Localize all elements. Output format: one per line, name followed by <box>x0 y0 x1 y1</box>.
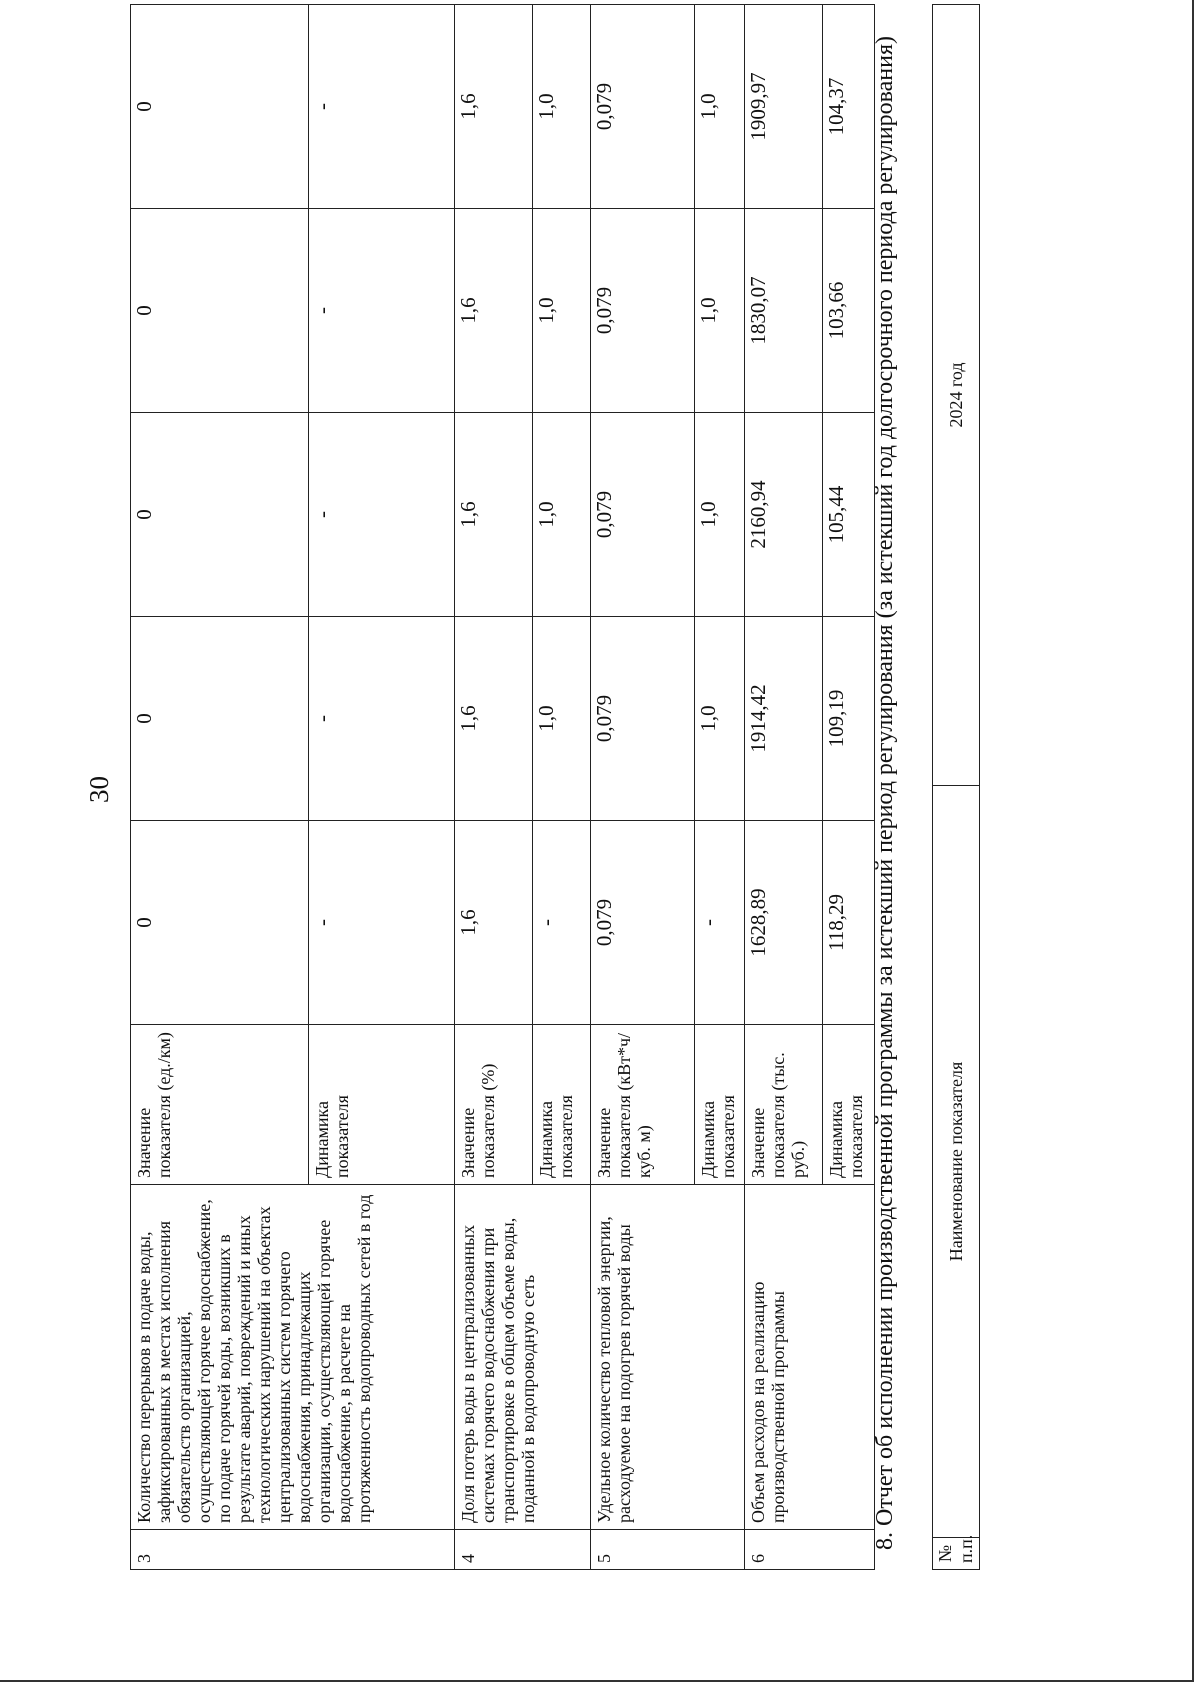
column-header-year: 2024 год <box>933 5 980 786</box>
dynamics-cell: 1,0 <box>695 617 745 821</box>
dynamics-cell: 118,29 <box>823 821 875 1025</box>
dynamics-cell: - <box>309 617 455 821</box>
table-row <box>591 5 695 1570</box>
value-cell: 0,079 <box>591 413 695 617</box>
dynamics-label: Динамика показателя <box>309 1025 455 1185</box>
dynamics-cell: - <box>309 821 455 1025</box>
value-cell: 0,079 <box>591 209 695 413</box>
dynamics-label: Динамика показателя <box>533 1025 591 1185</box>
indicator-name: Объем расходов на реализацию производственной программы <box>745 1185 875 1530</box>
value-cell: 1,6 <box>455 209 533 413</box>
value-cell: 0 <box>131 821 309 1025</box>
value-cell: 1628,89 <box>745 821 823 1025</box>
value-cell: 0 <box>131 413 309 617</box>
dynamics-cell: 1,0 <box>695 5 745 209</box>
value-cell: 1914,42 <box>745 617 823 821</box>
value-cell: 0,079 <box>591 617 695 821</box>
dynamics-cell: 104,37 <box>823 5 875 209</box>
section-heading: 8. Отчет об исполнении производственной программы за истекший период регулирования (за истекший год долгосрочного периода регулирования) <box>872 35 898 1550</box>
dynamics-cell: 1,0 <box>533 413 591 617</box>
value-cell: 2160,94 <box>745 413 823 617</box>
dynamics-cell: 103,66 <box>823 209 875 413</box>
column-header-indicator: Наименование показателя <box>933 786 980 1538</box>
table-header-row <box>933 5 980 1570</box>
value-label: Значение показателя (ед./км) <box>131 1025 309 1185</box>
table-row <box>745 5 823 1570</box>
dynamics-cell: - <box>695 821 745 1025</box>
dynamics-cell: - <box>533 821 591 1025</box>
value-cell: 1909,97 <box>745 5 823 209</box>
value-label: Значение показателя (тыс. руб.) <box>745 1025 823 1185</box>
value-label: Значение показателя (кВт*ч/куб. м) <box>591 1025 695 1185</box>
table-row <box>455 5 533 1570</box>
dynamics-cell: 1,0 <box>533 209 591 413</box>
column-header-number: № п.п. <box>933 1538 980 1570</box>
dynamics-cell: 1,0 <box>695 413 745 617</box>
dynamics-cell: 105,44 <box>823 413 875 617</box>
row-number: 3 <box>131 1530 455 1570</box>
value-cell: 0 <box>131 5 309 209</box>
row-number: 4 <box>455 1530 591 1570</box>
value-cell: 0,079 <box>591 821 695 1025</box>
dynamics-cell: - <box>309 413 455 617</box>
dynamics-cell: 1,0 <box>533 5 591 209</box>
value-cell: 0 <box>131 617 309 821</box>
dynamics-cell: - <box>309 209 455 413</box>
dynamics-cell: 1,0 <box>695 209 745 413</box>
dynamics-cell: - <box>309 5 455 209</box>
row-number: 5 <box>591 1530 745 1570</box>
row-number: 6 <box>745 1530 875 1570</box>
value-label: Значение показателя (%) <box>455 1025 533 1185</box>
value-cell: 1,6 <box>455 413 533 617</box>
report-table-header <box>932 4 980 1570</box>
value-cell: 0,079 <box>591 5 695 209</box>
dynamics-label: Динамика показателя <box>695 1025 745 1185</box>
dynamics-label: Динамика показателя <box>823 1025 875 1185</box>
page-number: 30 <box>84 776 114 803</box>
indicators-table <box>130 4 875 1570</box>
rotated-page-content <box>84 0 1010 1570</box>
dynamics-cell: 1,0 <box>533 617 591 821</box>
table-row <box>131 5 309 1570</box>
dynamics-cell: 109,19 <box>823 617 875 821</box>
indicator-name: Доля потерь воды в централизованных системах горячего водоснабжения при транспортировке в общем объеме воды, поданной в водопроводную сеть <box>455 1185 591 1530</box>
indicator-name: Количество перерывов в подаче воды, зафиксированных в местах исполнения обязательств организацией, осуществляющей горячее водоснабжение, по подаче горячей воды, возникших в результате аварий, повреждений и иных технологических нарушений на объектах централизованных систем горячего водоснабжения, принадлежащих организации, осуществляющей горячее водоснабжение, в расчете на протяженность водопроводных сетей в год <box>131 1185 455 1530</box>
value-cell: 1,6 <box>455 821 533 1025</box>
value-cell: 0 <box>131 209 309 413</box>
value-cell: 1,6 <box>455 617 533 821</box>
indicator-name: Удельное количество тепловой энергии, расходуемое на подогрев горячей воды <box>591 1185 745 1530</box>
value-cell: 1,6 <box>455 5 533 209</box>
value-cell: 1830,07 <box>745 209 823 413</box>
